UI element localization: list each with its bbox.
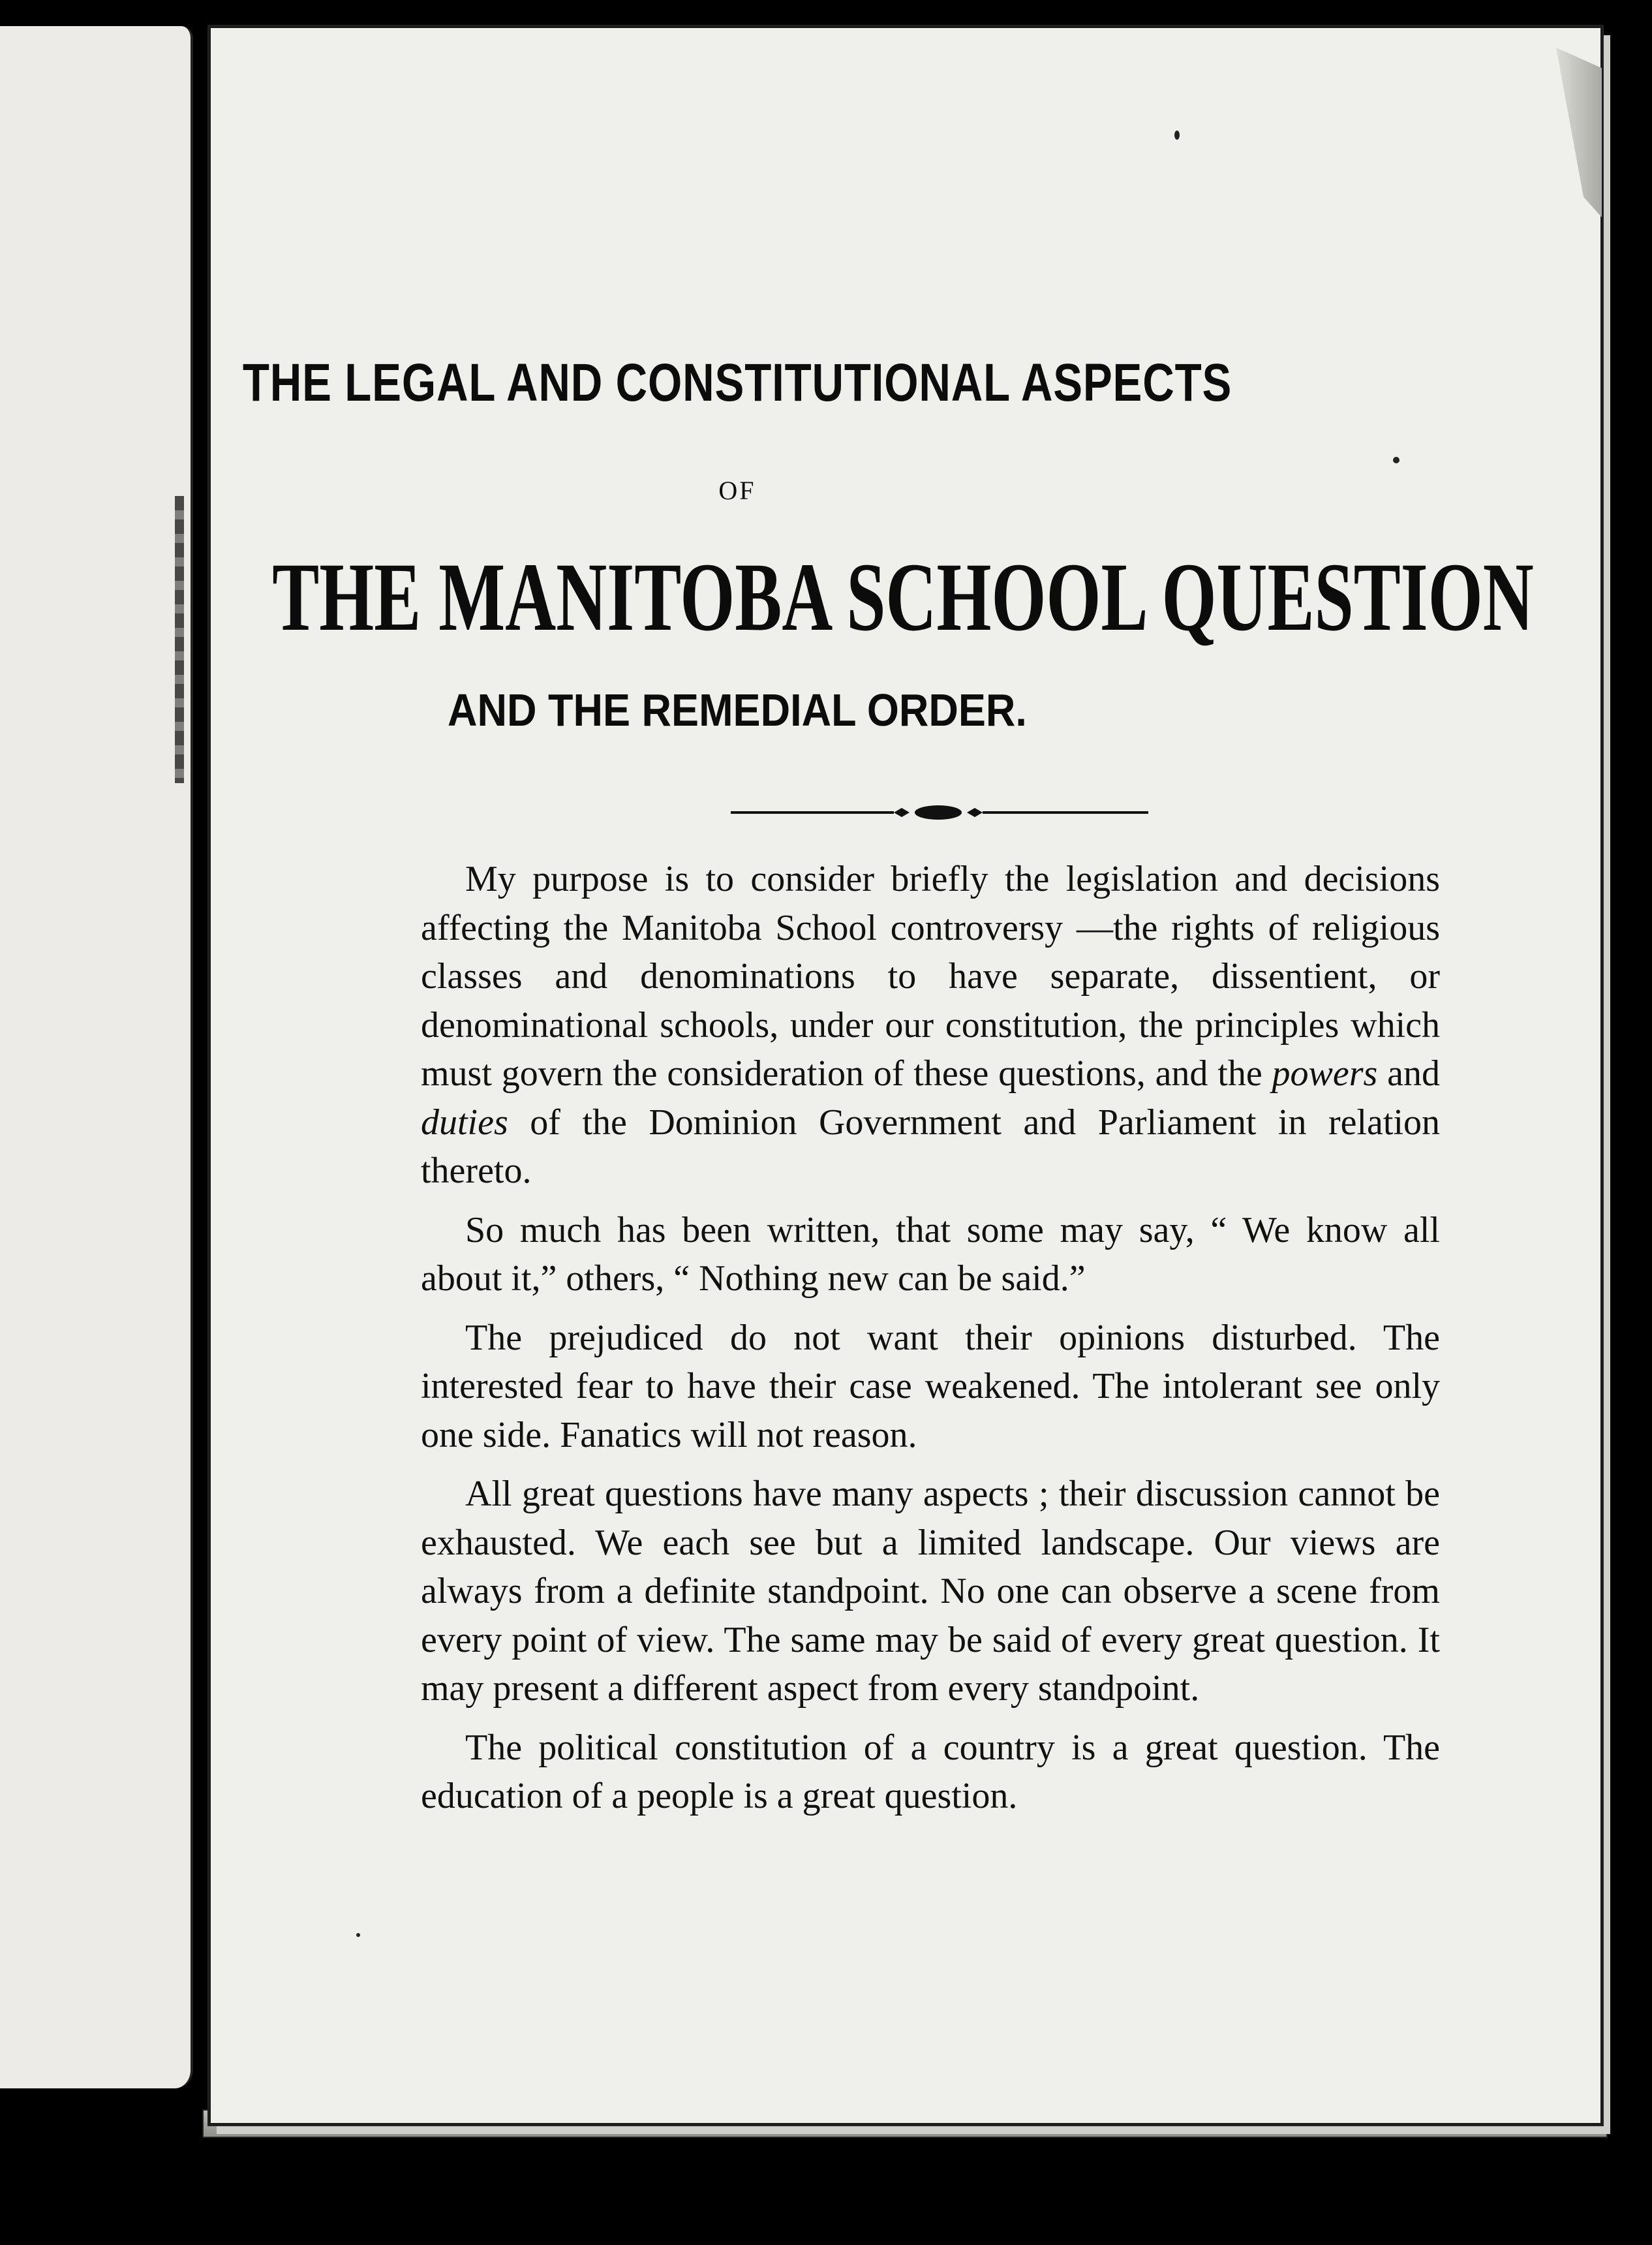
paragraph-1 <box>421 855 1440 1196</box>
print-speck <box>356 1933 360 1937</box>
heading-subtitle: AND THE REMEDIAL ORDER. <box>448 685 1027 735</box>
heading-of: OF <box>718 476 756 505</box>
paragraph-1-part-a: My purpose is to consider briefly the legislation and decisions affecting the Manitoba School controversy —the rights of religious classes and denominations to have separate, dissentient, or denominational schools, under our constitution, the principles which must govern the consideration of these questions, and the <box>421 859 1440 1094</box>
torn-binding-edge <box>175 496 184 783</box>
page-title: THE MANITOBA SCHOOL QUESTION <box>272 543 1534 651</box>
body-text <box>421 855 1440 1831</box>
heading-line-1: THE LEGAL AND CONSTITUTIONAL ASPECTS <box>242 353 1232 412</box>
paragraph-2: So much has been written, that some may say, “ We know all about it,” others, “ Nothing new can be said.” <box>421 1209 1440 1299</box>
ornamental-divider <box>731 799 1148 826</box>
paragraph-5: The political constitution of a country is a great question. The education of a people is a great question. <box>421 1727 1440 1816</box>
paragraph-1-and: and <box>1377 1053 1440 1094</box>
italic-duties: duties <box>421 1102 508 1143</box>
paragraph-1-part-b: of the Dominion Government and Parliament in relation thereto. <box>421 1102 1440 1191</box>
print-speck <box>1393 457 1400 463</box>
italic-powers: powers <box>1272 1053 1378 1094</box>
page-corner-curl <box>1556 48 1602 217</box>
print-speck <box>1174 131 1180 140</box>
facing-page-fragment <box>0 26 193 2088</box>
paragraph-4: All great questions have many aspects ; their discussion cannot be exhausted. We each see but a limited landscape. Our views are always from a definite standpoint. No one can observe a scene from every point of view. The same may be said of every great question. It may present a different aspect from every standpoint. <box>421 1474 1440 1709</box>
paragraph-3: The prejudiced do not want their opinions disturbed. The interested fear to have their case weakened. The intolerant see only one side. Fanatics will not reason. <box>421 1317 1440 1455</box>
